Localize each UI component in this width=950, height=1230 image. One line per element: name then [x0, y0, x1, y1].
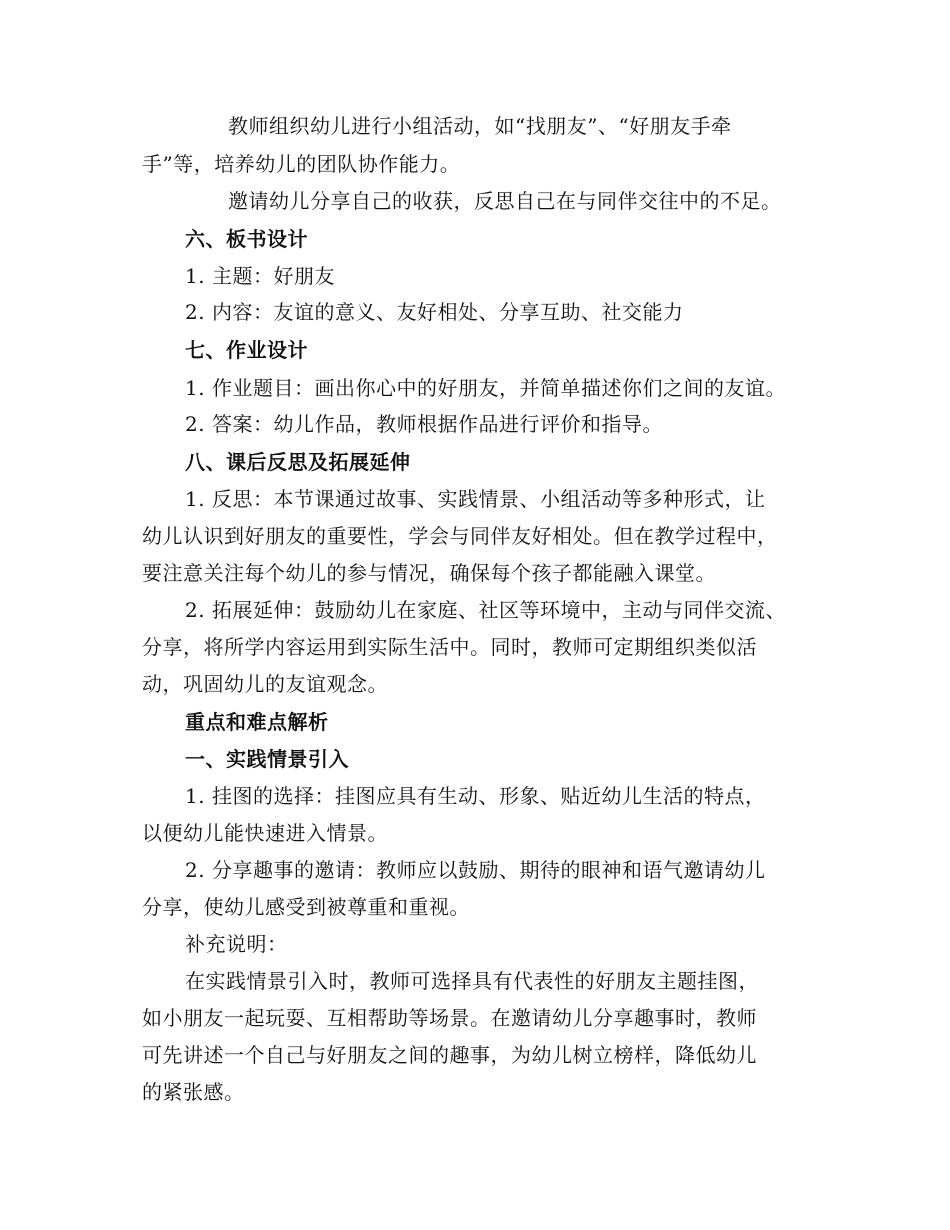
paragraph-line: 如小朋友一起玩耍、互相帮助等场景。在邀请幼儿分享趣事时，教师 [142, 1006, 757, 1030]
paragraph-line: 以便幼儿能快速进入情景。 [142, 821, 388, 845]
list-item: 1. 挂图的选择：挂图应具有生动、形象、贴近幼儿生活的特点， [185, 784, 766, 808]
list-item: 2. 答案：幼儿作品，教师根据作品进行评价和指导。 [185, 412, 663, 436]
paragraph-line: 的紧张感。 [142, 1080, 245, 1104]
section-heading: 六、板书设计 [185, 227, 308, 251]
list-item: 2. 拓展延伸：鼓励幼儿在家庭、社区等环境中，主动与同伴交流、 [185, 598, 786, 622]
list-item: 2. 内容：友谊的意义、友好相处、分享互助、社交能力 [185, 300, 684, 324]
paragraph-line: 手”等，培养幼儿的团队协作能力。 [142, 152, 461, 176]
section-heading: 八、课后反思及拓展延伸 [185, 450, 411, 474]
paragraph-line: 分享，将所学内容运用到实际生活中。同时，教师可定期组织类似活 [142, 635, 757, 659]
list-item: 2. 分享趣事的邀请：教师应以鼓励、期待的眼神和语气邀请幼儿 [185, 858, 766, 882]
supplement-label: 补充说明： [185, 932, 288, 956]
paragraph-line: 教师组织幼儿进行小组活动，如“找朋友”、“好朋友手牵 [228, 114, 732, 138]
list-item: 1. 主题：好朋友 [185, 264, 335, 288]
paragraph-line: 可先讲述一个自己与好朋友之间的趣事，为幼儿树立榜样，降低幼儿 [142, 1043, 757, 1067]
section-heading: 重点和难点解析 [185, 710, 329, 734]
paragraph-line: 分享，使幼儿感受到被尊重和重视。 [142, 895, 470, 919]
list-item: 1. 作业题目：画出你心中的好朋友，并简单描述你们之间的友谊。 [185, 376, 786, 400]
section-heading: 七、作业设计 [185, 338, 308, 362]
paragraph-line: 动，巩固幼儿的友谊观念。 [142, 672, 388, 696]
paragraph-line: 要注意关注每个幼儿的参与情况，确保每个孩子都能融入课堂。 [142, 561, 716, 585]
paragraph-line: 邀请幼儿分享自己的收获，反思自己在与同伴交往中的不足。 [228, 189, 782, 213]
paragraph-line: 在实践情景引入时，教师可选择具有代表性的好朋友主题挂图， [185, 969, 759, 993]
paragraph-line: 幼儿认识到好朋友的重要性，学会与同伴友好相处。但在教学过程中， [142, 524, 778, 548]
section-heading: 一、实践情景引入 [185, 747, 349, 771]
list-item: 1. 反思：本节课通过故事、实践情景、小组活动等多种形式，让 [185, 487, 766, 511]
